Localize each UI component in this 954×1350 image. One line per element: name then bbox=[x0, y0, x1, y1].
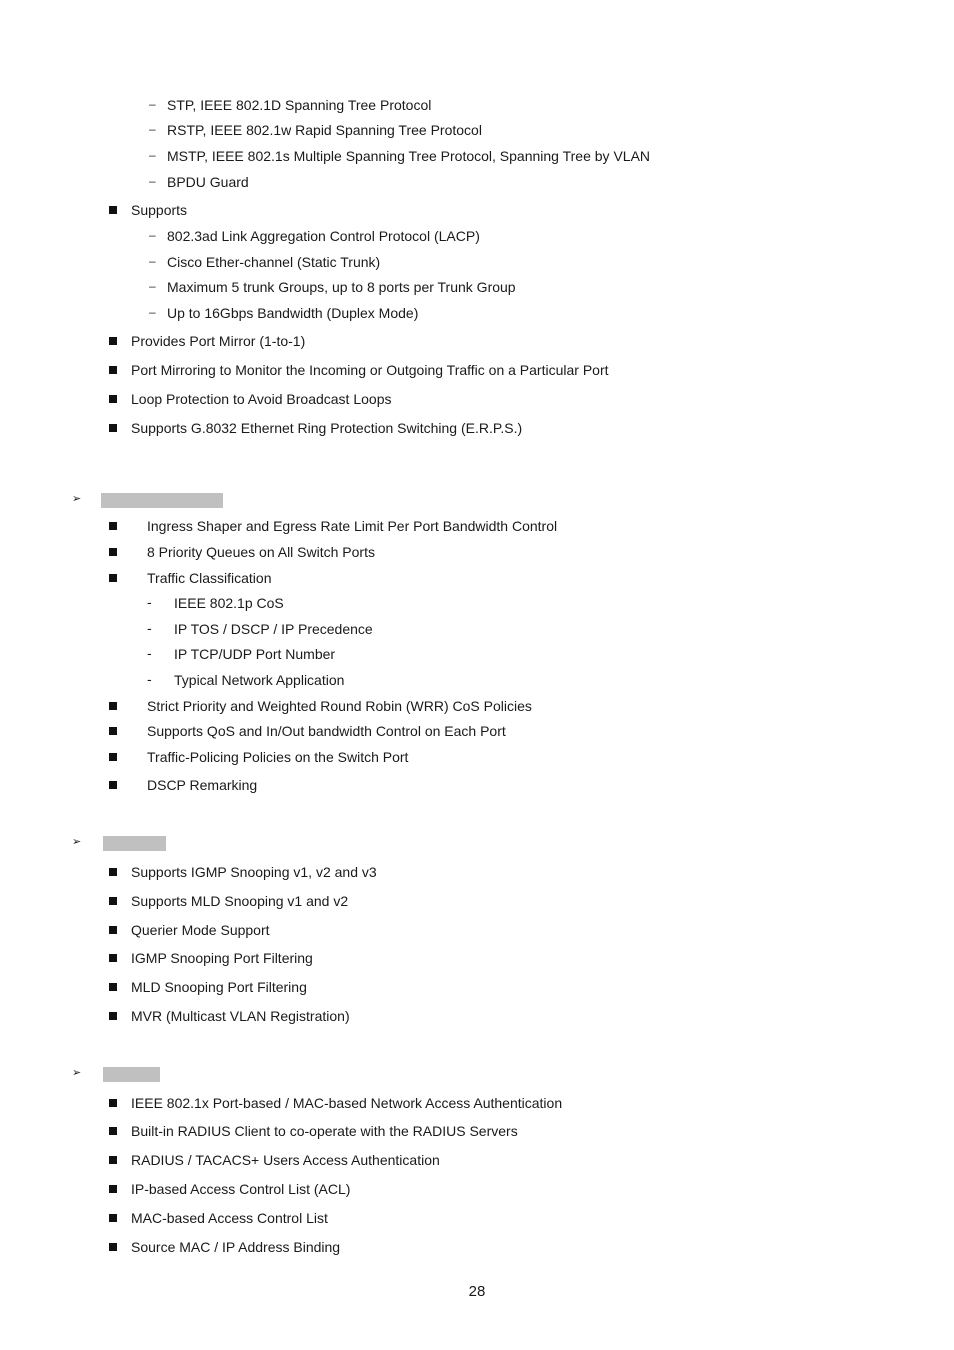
square-bullet-icon bbox=[109, 727, 117, 735]
list-item: 8 Priority Queues on All Switch Ports bbox=[147, 544, 375, 560]
list-item: IEEE 802.1x Port-based / MAC-based Network Access Authentication bbox=[131, 1095, 563, 1111]
dash-bullet: – bbox=[149, 228, 156, 242]
list-item: Typical Network Application bbox=[174, 672, 345, 688]
square-bullet-icon bbox=[109, 548, 117, 556]
square-bullet-icon bbox=[109, 1099, 117, 1107]
square-bullet-icon bbox=[109, 897, 117, 905]
list-item: Cisco Ether-channel (Static Trunk) bbox=[167, 254, 381, 270]
redacted-heading bbox=[103, 836, 166, 851]
dash-bullet: – bbox=[149, 305, 156, 319]
list-item: BPDU Guard bbox=[167, 174, 249, 190]
list-item: Loop Protection to Avoid Broadcast Loops bbox=[131, 391, 392, 407]
list-item: IP-based Access Control List (ACL) bbox=[131, 1181, 351, 1197]
square-bullet-icon bbox=[109, 702, 117, 710]
square-bullet-icon bbox=[109, 206, 117, 214]
list-item: Supports IGMP Snooping v1, v2 and v3 bbox=[131, 864, 377, 880]
page-number: 28 bbox=[468, 1283, 486, 1300]
square-bullet-icon bbox=[109, 983, 117, 991]
square-bullet-icon bbox=[109, 1214, 117, 1222]
list-item: Source MAC / IP Address Binding bbox=[131, 1239, 341, 1255]
list-item: IP TCP/UDP Port Number bbox=[174, 646, 336, 662]
list-item: Traffic Classification bbox=[147, 570, 272, 586]
list-item: IGMP Snooping Port Filtering bbox=[131, 950, 313, 966]
square-bullet-icon bbox=[109, 1127, 117, 1135]
square-bullet-icon bbox=[109, 1185, 117, 1193]
hyphen-bullet: - bbox=[147, 671, 152, 687]
square-bullet-icon bbox=[109, 868, 117, 876]
hyphen-bullet: - bbox=[147, 645, 152, 661]
redacted-heading bbox=[101, 493, 223, 508]
square-bullet-icon bbox=[109, 954, 117, 962]
dash-bullet: – bbox=[149, 279, 156, 293]
list-item: MLD Snooping Port Filtering bbox=[131, 979, 307, 995]
square-bullet-icon bbox=[109, 337, 117, 345]
square-bullet-icon bbox=[109, 574, 117, 582]
hyphen-bullet: - bbox=[147, 594, 152, 610]
redacted-heading bbox=[103, 1067, 160, 1082]
list-item: MVR (Multicast VLAN Registration) bbox=[131, 1008, 350, 1024]
hyphen-bullet: - bbox=[147, 620, 152, 636]
list-item: RADIUS / TACACS+ Users Access Authentication bbox=[131, 1152, 440, 1168]
square-bullet-icon bbox=[109, 1156, 117, 1164]
list-item: IEEE 802.1p CoS bbox=[174, 595, 284, 611]
square-bullet-icon bbox=[109, 1243, 117, 1251]
list-item: Strict Priority and Weighted Round Robin (WRR) CoS Policies bbox=[147, 698, 532, 714]
list-item: Provides Port Mirror (1-to-1) bbox=[131, 333, 306, 349]
list-item: Maximum 5 trunk Groups, up to 8 ports per Trunk Group bbox=[167, 279, 516, 295]
square-bullet-icon bbox=[109, 395, 117, 403]
list-item: MAC-based Access Control List bbox=[131, 1210, 328, 1226]
list-item: IP TOS / DSCP / IP Precedence bbox=[174, 621, 373, 637]
list-item: RSTP, IEEE 802.1w Rapid Spanning Tree Protocol bbox=[167, 122, 482, 138]
list-item: Ingress Shaper and Egress Rate Limit Per Port Bandwidth Control bbox=[147, 518, 558, 534]
list-item: Up to 16Gbps Bandwidth (Duplex Mode) bbox=[167, 305, 419, 321]
dash-bullet: – bbox=[149, 122, 156, 136]
list-item: Querier Mode Support bbox=[131, 922, 270, 938]
arrow-bullet-icon: ➢ bbox=[72, 1067, 82, 1079]
list-item: STP, IEEE 802.1D Spanning Tree Protocol bbox=[167, 97, 432, 113]
square-bullet-icon bbox=[109, 522, 117, 530]
list-item: MSTP, IEEE 802.1s Multiple Spanning Tree Protocol, Spanning Tree by VLAN bbox=[167, 148, 651, 164]
list-item: DSCP Remarking bbox=[147, 777, 258, 793]
square-bullet-icon bbox=[109, 753, 117, 761]
square-bullet-icon bbox=[109, 366, 117, 374]
list-item: Supports bbox=[131, 202, 188, 218]
square-bullet-icon bbox=[109, 424, 117, 432]
arrow-bullet-icon: ➢ bbox=[72, 493, 82, 505]
list-item: Built-in RADIUS Client to co-operate with the RADIUS Servers bbox=[131, 1123, 518, 1139]
dash-bullet: – bbox=[149, 148, 156, 162]
list-item: 802.3ad Link Aggregation Control Protocol (LACP) bbox=[167, 228, 480, 244]
dash-bullet: – bbox=[149, 97, 156, 111]
square-bullet-icon bbox=[109, 781, 117, 789]
list-item: Supports G.8032 Ethernet Ring Protection Switching (E.R.P.S.) bbox=[131, 420, 523, 436]
dash-bullet: – bbox=[149, 174, 156, 188]
square-bullet-icon bbox=[109, 926, 117, 934]
list-item: Port Mirroring to Monitor the Incoming or Outgoing Traffic on a Particular Port bbox=[131, 362, 609, 378]
list-item: Supports MLD Snooping v1 and v2 bbox=[131, 893, 349, 909]
square-bullet-icon bbox=[109, 1012, 117, 1020]
dash-bullet: – bbox=[149, 254, 156, 268]
list-item: Traffic-Policing Policies on the Switch Port bbox=[147, 749, 409, 765]
list-item: Supports QoS and In/Out bandwidth Control on Each Port bbox=[147, 723, 506, 739]
arrow-bullet-icon: ➢ bbox=[72, 836, 82, 848]
